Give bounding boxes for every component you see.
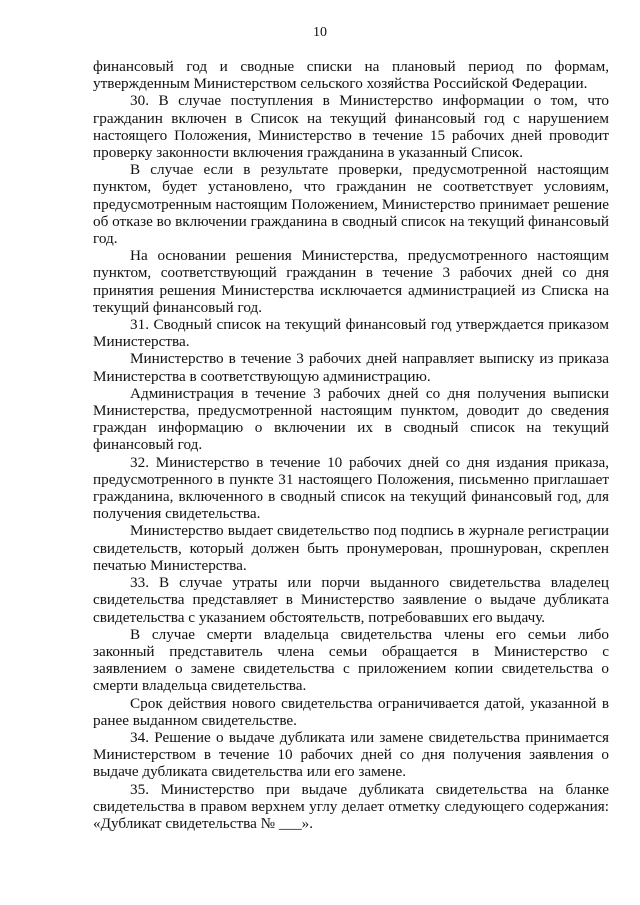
paragraph: Срок действия нового свидетельства ограничивается датой, указанной в ранее выданном свидетельстве. <box>93 694 609 729</box>
paragraph: Министерство в течение 3 рабочих дней направляет выписку из приказа Министерства в соответствующую администрацию. <box>93 350 609 385</box>
paragraph-continuation: финансовый год и сводные списки на плановый период по формам, утвержденным Министерством сельского хозяйства Российской Федерации. <box>93 58 609 93</box>
paragraph: В случае смерти владельца свидетельства члены его семьи либо законный представитель члена семьи обращается в Министерство с заявлением о замене свидетельства с приложением копии свидетельства о смерти владельца свидетельства. <box>93 625 609 695</box>
document-body <box>93 58 609 832</box>
paragraph: На основании решения Министерства, предусмотренного настоящим пунктом, соответствующий гражданин в течение 3 рабочих дней со дня принятия решения Министерства исключается администрацией из Списка на текущий финансовый год. <box>93 247 609 316</box>
page-number: 10 <box>313 25 327 40</box>
paragraph-item-30: 30. В случае поступления в Министерство информации о том, что гражданин включен в Список на текущий финансовый год с нарушением настоящего Положения, Министерство в течение 15 рабочих дней проводит проверку законности включения гражданина в указанный Список. <box>93 92 609 162</box>
paragraph-item-34: 34. Решение о выдаче дубликата или замене свидетельства принимается Министерством в течение 10 рабочих дней со дня получения заявления о выдаче дубликата свидетельства или его замене. <box>93 728 609 781</box>
paragraph: Администрация в течение 3 рабочих дней со дня получения выписки Министерства, предусмотренной настоящим пунктом, доводит до сведения граждан информацию о включении их в сводный список на текущий финансовый год. <box>93 384 609 454</box>
paragraph: В случае если в результате проверки, предусмотренной настоящим пунктом, будет установлено, что гражданин не соответствует условиям, предусмотренным настоящим Положением, Министерство принимает решение об отказе во включении гражданина в сводный список на текущий финансовый год. <box>93 161 609 248</box>
paragraph-item-31: 31. Сводный список на текущий финансовый год утверждается приказом Министерства. <box>93 316 609 351</box>
paragraph-item-33: 33. В случае утраты или порчи выданного свидетельства владелец свидетельства представляет в Министерство заявление о выдаче дубликата свидетельства с указанием обстоятельств, потребовавших его выдачу. <box>93 574 609 626</box>
paragraph-item-32: 32. Министерство в течение 10 рабочих дней со дня издания приказа, предусмотренного в пункте 31 настоящего Положения, письменно приглашает гражданина, включенного в сводный список на текущий финансовый год, для получения свидетельства. <box>93 453 609 523</box>
paragraph: Министерство выдает свидетельство под подпись в журнале регистрации свидетельств, который должен быть пронумерован, прошнурован, скреплен печатью Министерства. <box>93 522 609 574</box>
paragraph-item-35: 35. Министерство при выдаче дубликата свидетельства на бланке свидетельства в правом верхнем углу делает отметку следующего содержания: «Дубликат свидетельства № ___». <box>93 780 609 832</box>
